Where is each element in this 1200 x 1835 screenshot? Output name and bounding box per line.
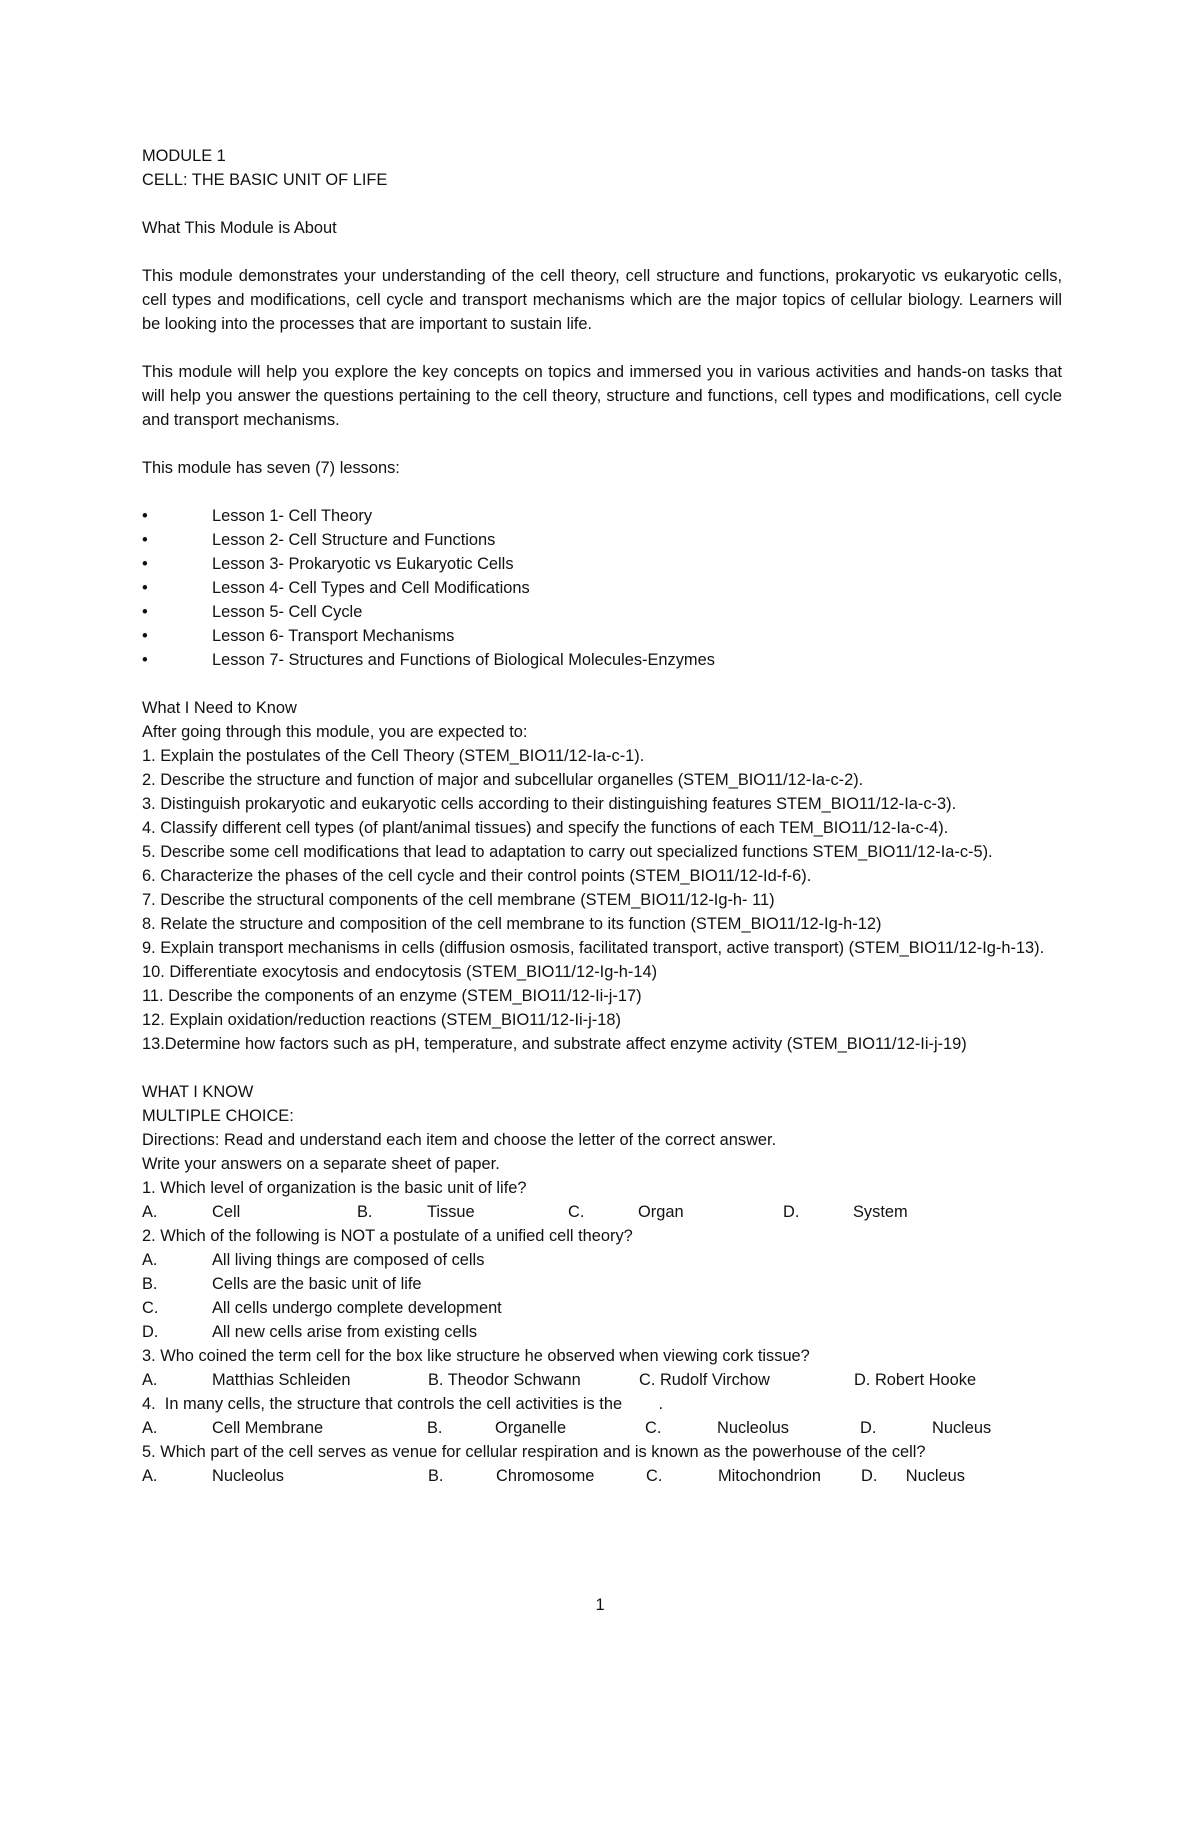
- question-3-options: [142, 1368, 1062, 1392]
- lesson-item: • Lesson 2- Cell Structure and Functions: [142, 528, 1062, 552]
- module-number: MODULE 1: [142, 147, 226, 165]
- need-intro: After going through this module, you are expected to:: [142, 723, 528, 741]
- objective-item: 11. Describe the components of an enzyme (STEM_BIO11/12-Ii-j-17): [142, 987, 642, 1005]
- bullet-icon: •: [142, 507, 148, 525]
- option-text: C. Rudolf Virchow: [639, 1371, 770, 1389]
- option-text: Nucleolus: [212, 1467, 284, 1485]
- lesson-item: • Lesson 3- Prokaryotic vs Eukaryotic Cells: [142, 552, 1062, 576]
- objective-item: 2. Describe the structure and function of major and subcellular organelles (STEM_BIO11/12-Ia-c-2).: [142, 771, 864, 789]
- option-letter: D.: [860, 1419, 877, 1437]
- document-body: [142, 144, 1062, 1488]
- option-letter: D.: [142, 1323, 159, 1341]
- option-letter: B.: [427, 1419, 443, 1437]
- lesson-item: • Lesson 4- Cell Types and Cell Modifications: [142, 576, 1062, 600]
- lesson-item: • Lesson 5- Cell Cycle: [142, 600, 1062, 624]
- option-text: All new cells arise from existing cells: [212, 1323, 478, 1341]
- question-1: 1. Which level of organization is the basic unit of life?: [142, 1179, 527, 1197]
- bullet-icon: •: [142, 555, 148, 573]
- question-2-option: [142, 1320, 1062, 1344]
- need-heading: What I Need to Know: [142, 699, 297, 717]
- objective-item: 10. Differentiate exocytosis and endocytosis (STEM_BIO11/12-Ig-h-14): [142, 963, 658, 981]
- lesson-item: • Lesson 1- Cell Theory: [142, 504, 1062, 528]
- option-letter: A.: [142, 1467, 158, 1485]
- option-letter: D.: [861, 1467, 878, 1485]
- option-text: Nucleus: [905, 1467, 965, 1485]
- know-heading: WHAT I KNOW: [142, 1083, 254, 1101]
- option-text: All cells undergo complete development: [212, 1299, 502, 1317]
- option-text: Chromosome: [496, 1467, 595, 1485]
- option-letter: B.: [357, 1203, 373, 1221]
- option-text: Cell Membrane: [212, 1419, 324, 1437]
- question-5-options: [142, 1464, 1062, 1488]
- option-text: D. Robert Hooke: [854, 1371, 977, 1389]
- option-letter: B.: [142, 1275, 158, 1293]
- option-letter: C.: [646, 1467, 663, 1485]
- objective-item: 9. Explain transport mechanisms in cells (diffusion osmosis, facilitated transport, active transport) (STEM_BIO11/12-Ig-h-13).: [142, 939, 1045, 957]
- question-2: 2. Which of the following is NOT a postulate of a unified cell theory?: [142, 1227, 633, 1245]
- option-text: Tissue: [427, 1203, 475, 1221]
- option-text: Nucleus: [932, 1419, 992, 1437]
- bullet-icon: •: [142, 579, 148, 597]
- objective-item: 5. Describe some cell modifications that lead to adaptation to carry out specialized functions STEM_BIO11/12-Ia-c-5).: [142, 843, 993, 861]
- option-text: Organelle: [495, 1419, 567, 1437]
- objective-item: 13.Determine how factors such as pH, temperature, and substrate affect enzyme activity (STEM_BIO11/12-Ii-j-19): [142, 1035, 967, 1053]
- question-2-option: [142, 1272, 1062, 1296]
- page-number: 1: [595, 1596, 605, 1614]
- bullet-icon: •: [142, 603, 148, 621]
- option-text: System: [853, 1203, 908, 1221]
- directions: Directions: Read and understand each item and choose the letter of the correct answer.: [142, 1131, 777, 1149]
- question-1-options: [142, 1200, 1062, 1224]
- bullet-icon: •: [142, 651, 148, 669]
- option-letter: C.: [568, 1203, 585, 1221]
- option-letter: C.: [645, 1419, 662, 1437]
- lessons-intro: This module has seven (7) lessons:: [142, 459, 400, 477]
- objective-item: 7. Describe the structural components of the cell membrane (STEM_BIO11/12-Ig-h- 11): [142, 891, 775, 909]
- directions-2: Write your answers on a separate sheet of paper.: [142, 1155, 500, 1173]
- question-2-option: [142, 1248, 1062, 1272]
- objective-item: 6. Characterize the phases of the cell cycle and their control points (STEM_BIO11/12-Id-f-6).: [142, 867, 812, 885]
- option-letter: A.: [142, 1203, 158, 1221]
- about-paragraph-1: This module demonstrates your understanding of the cell theory, cell structure and functions, prokaryotic vs eukaryotic cells, cell types and modifications, cell cycle and transport mechanisms which are the major topics of cellular biology. Learners will be looking into the processes that are important to sustain life.: [142, 267, 1062, 333]
- objective-item: 8. Relate the structure and composition of the cell membrane to its function (STEM_BIO11/12-Ig-h-12): [142, 915, 882, 933]
- question-4: 4. In many cells, the structure that controls the cell activities is the .: [142, 1395, 664, 1413]
- question-4-options: [142, 1416, 1062, 1440]
- module-title: CELL: THE BASIC UNIT OF LIFE: [142, 171, 388, 189]
- lesson-item: • Lesson 6- Transport Mechanisms: [142, 624, 1062, 648]
- option-text: B. Theodor Schwann: [428, 1371, 581, 1389]
- option-text: Nucleolus: [717, 1419, 789, 1437]
- option-letter: C.: [142, 1299, 159, 1317]
- objective-item: 3. Distinguish prokaryotic and eukaryotic cells according to their distinguishing features STEM_BIO11/12-Ia-c-3).: [142, 795, 957, 813]
- option-letter: A.: [142, 1419, 158, 1437]
- option-text: Cell: [212, 1203, 241, 1221]
- option-letter: B.: [428, 1467, 444, 1485]
- objective-item: 12. Explain oxidation/reduction reactions (STEM_BIO11/12-Ii-j-18): [142, 1011, 621, 1029]
- option-text: Cells are the basic unit of life: [212, 1275, 422, 1293]
- lesson-item: • Lesson 7- Structures and Functions of Biological Molecules-Enzymes: [142, 648, 1062, 672]
- bullet-icon: •: [142, 627, 148, 645]
- question-2-option: [142, 1296, 1062, 1320]
- know-subheading: MULTIPLE CHOICE:: [142, 1107, 294, 1125]
- about-paragraph-2: This module will help you explore the key concepts on topics and immersed you in various activities and hands-on tasks that will help you answer the questions pertaining to the cell theory, structure and functions, cell types and modifications, cell cycle and transport mechanisms.: [142, 363, 1062, 429]
- objective-item: 4. Classify different cell types (of plant/animal tissues) and specify the functions of each TEM_BIO11/12-Ia-c-4).: [142, 819, 949, 837]
- about-heading: What This Module is About: [142, 219, 337, 237]
- option-text: Mitochondrion: [718, 1467, 821, 1485]
- option-letter: A.: [142, 1251, 158, 1269]
- lesson-list: [142, 504, 1062, 672]
- bullet-icon: •: [142, 531, 148, 549]
- option-text: All living things are composed of cells: [212, 1251, 485, 1269]
- question-5: 5. Which part of the cell serves as venue for cellular respiration and is known as the powerhouse of the cell?: [142, 1443, 926, 1461]
- question-3: 3. Who coined the term cell for the box like structure he observed when viewing cork tissue?: [142, 1347, 810, 1365]
- option-text: Organ: [638, 1203, 684, 1221]
- option-letter: D.: [783, 1203, 800, 1221]
- option-text: Matthias Schleiden: [212, 1371, 351, 1389]
- option-letter: A.: [142, 1371, 158, 1389]
- objective-item: 1. Explain the postulates of the Cell Theory (STEM_BIO11/12-Ia-c-1).: [142, 747, 645, 765]
